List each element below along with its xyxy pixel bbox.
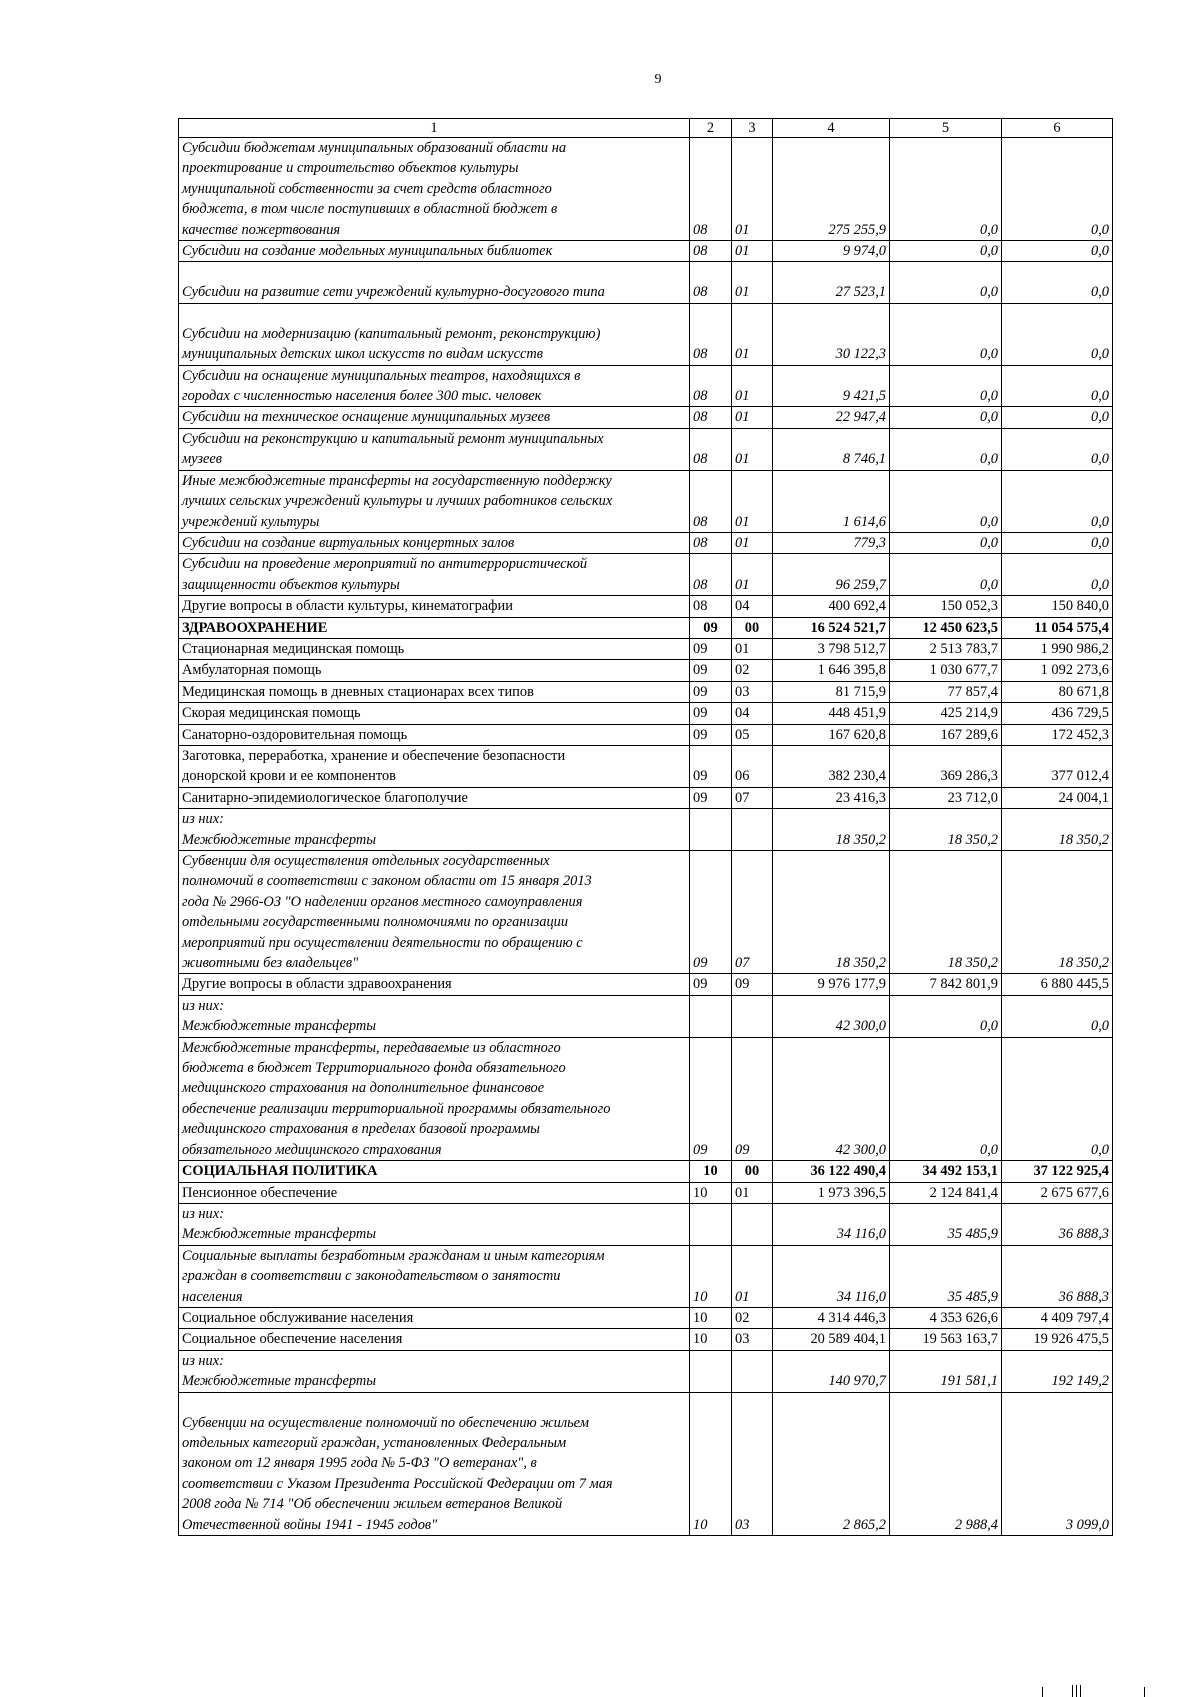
row-section-code: 08 — [690, 407, 732, 428]
row-subsection-code: 09 — [732, 974, 773, 995]
row-section-code: 08 — [690, 554, 732, 596]
table-row — [179, 703, 1113, 724]
row-value-col6: 80 671,8 — [1002, 681, 1113, 702]
row-name: СОЦИАЛЬНАЯ ПОЛИТИКА — [179, 1161, 690, 1182]
row-name: Другие вопросы в области здравоохранения — [179, 974, 690, 995]
header-col-1: 1 — [179, 119, 690, 138]
row-value-col4: 3 798 512,7 — [773, 638, 890, 659]
row-subsection-code: 04 — [732, 596, 773, 617]
row-subsection-code: 02 — [732, 660, 773, 681]
row-value-col6: 0,0 — [1002, 407, 1113, 428]
row-section-code: 08 — [690, 138, 732, 241]
row-value-col5: 18 350,2 — [890, 851, 1002, 974]
table-row — [179, 1245, 1113, 1307]
row-value-col5: 2 513 783,7 — [890, 638, 1002, 659]
row-value-col4: 34 116,0 — [773, 1245, 890, 1307]
row-value-col6: 18 350,2 — [1002, 851, 1113, 974]
row-section-code — [690, 1203, 732, 1245]
row-value-col4: 30 122,3 — [773, 303, 890, 365]
table-row — [179, 681, 1113, 702]
row-value-col5: 0,0 — [890, 241, 1002, 262]
row-subsection-code: 00 — [732, 617, 773, 638]
page-number: 9 — [654, 72, 662, 87]
row-value-col6: 377 012,4 — [1002, 745, 1113, 787]
row-name: Субсидии на техническое оснащение муниципальных музеев — [179, 407, 690, 428]
row-section-code: 08 — [690, 241, 732, 262]
row-value-col6: 0,0 — [1002, 303, 1113, 365]
row-value-col5: 0,0 — [890, 428, 1002, 470]
header-col-4: 4 — [773, 119, 890, 138]
row-section-code: 08 — [690, 470, 732, 532]
row-value-col6: 150 840,0 — [1002, 596, 1113, 617]
row-subsection-code: 03 — [732, 1329, 773, 1350]
row-section-code: 09 — [690, 617, 732, 638]
row-value-col5: 425 214,9 — [890, 703, 1002, 724]
row-section-code: 08 — [690, 365, 732, 407]
row-name: Субсидии на развитие сети учреждений культурно-досугового типа — [179, 262, 690, 303]
row-name: ЗДРАВООХРАНЕНИЕ — [179, 617, 690, 638]
row-value-col6: 0,0 — [1002, 365, 1113, 407]
row-value-col6: 11 054 575,4 — [1002, 617, 1113, 638]
row-value-col5: 77 857,4 — [890, 681, 1002, 702]
row-section-code: 08 — [690, 428, 732, 470]
row-subsection-code: 00 — [732, 1161, 773, 1182]
table-row — [179, 617, 1113, 638]
row-value-col6: 0,0 — [1002, 241, 1113, 262]
row-section-code: 09 — [690, 851, 732, 974]
table-row — [179, 638, 1113, 659]
table-row — [179, 532, 1113, 553]
row-name: Субсидии на модернизацию (капитальный ремонт, реконструкцию) муниципальных детских школ искусств по видам искусств — [179, 303, 690, 365]
row-value-col4: 400 692,4 — [773, 596, 890, 617]
row-value-col6: 0,0 — [1002, 138, 1113, 241]
row-value-col6: 6 880 445,5 — [1002, 974, 1113, 995]
row-subsection-code: 02 — [732, 1307, 773, 1328]
row-value-col5: 18 350,2 — [890, 809, 1002, 851]
row-section-code: 09 — [690, 703, 732, 724]
row-value-col5: 0,0 — [890, 554, 1002, 596]
table-row — [179, 596, 1113, 617]
row-value-col6: 3 099,0 — [1002, 1392, 1113, 1535]
row-name: Пенсионное обеспечение — [179, 1182, 690, 1203]
row-value-col5: 167 289,6 — [890, 724, 1002, 745]
row-value-col5: 23 712,0 — [890, 787, 1002, 808]
row-subsection-code: 01 — [732, 262, 773, 303]
row-value-col4: 1 973 396,5 — [773, 1182, 890, 1203]
row-value-col4: 34 116,0 — [773, 1203, 890, 1245]
row-value-col4: 22 947,4 — [773, 407, 890, 428]
row-value-col4: 81 715,9 — [773, 681, 890, 702]
row-subsection-code: 03 — [732, 1392, 773, 1535]
row-subsection-code: 03 — [732, 681, 773, 702]
row-value-col5: 4 353 626,6 — [890, 1307, 1002, 1328]
row-value-col5: 0,0 — [890, 470, 1002, 532]
row-value-col5: 0,0 — [890, 995, 1002, 1037]
row-name: Субсидии на оснащение муниципальных театров, находящихся в городах с численностью населения более 300 тыс. человек — [179, 365, 690, 407]
row-value-col4: 1 614,6 — [773, 470, 890, 532]
row-value-col5: 7 842 801,9 — [890, 974, 1002, 995]
row-section-code: 09 — [690, 745, 732, 787]
row-name: Стационарная медицинская помощь — [179, 638, 690, 659]
row-name: из них: Межбюджетные трансферты — [179, 809, 690, 851]
row-name: Субсидии на создание модельных муниципальных библиотек — [179, 241, 690, 262]
table-row — [179, 303, 1113, 365]
table-row — [179, 1307, 1113, 1328]
row-value-col4: 779,3 — [773, 532, 890, 553]
row-value-col4: 9 421,5 — [773, 365, 890, 407]
row-section-code: 09 — [690, 787, 732, 808]
row-value-col4: 448 451,9 — [773, 703, 890, 724]
row-name: Субсидии на реконструкцию и капитальный ремонт муниципальных музеев — [179, 428, 690, 470]
row-name: Санитарно-эпидемиологическое благополучие — [179, 787, 690, 808]
row-subsection-code: 04 — [732, 703, 773, 724]
row-section-code: 10 — [690, 1329, 732, 1350]
row-name: из них: Межбюджетные трансферты — [179, 1203, 690, 1245]
header-col-3: 3 — [732, 119, 773, 138]
header-col-5: 5 — [890, 119, 1002, 138]
row-name: Межбюджетные трансферты, передаваемые из областного бюджета в бюджет Территориального фонда обязательного медицинского страхования на дополнительное финансовое обеспечение реализации территориальной программы обязательного медицинского страхования в пределах базовой программы обязательного медицинского страхования — [179, 1037, 690, 1160]
row-subsection-code: 01 — [732, 554, 773, 596]
table-row — [179, 724, 1113, 745]
row-value-col4: 18 350,2 — [773, 851, 890, 974]
row-value-col6: 0,0 — [1002, 262, 1113, 303]
row-value-col4: 23 416,3 — [773, 787, 890, 808]
row-value-col4: 9 974,0 — [773, 241, 890, 262]
row-value-col6: 19 926 475,5 — [1002, 1329, 1113, 1350]
row-name: Социальное обеспечение населения — [179, 1329, 690, 1350]
table-row — [179, 1203, 1113, 1245]
row-value-col6: 0,0 — [1002, 532, 1113, 553]
table-row — [179, 554, 1113, 596]
row-name: Заготовка, переработка, хранение и обеспечение безопасности донорской крови и ее компонентов — [179, 745, 690, 787]
row-subsection-code: 01 — [732, 407, 773, 428]
row-subsection-code: 01 — [732, 428, 773, 470]
row-section-code: 09 — [690, 724, 732, 745]
row-name: Социальные выплаты безработным гражданам и иным категориям граждан в соответствии с законодательством о занятости населения — [179, 1245, 690, 1307]
scan-edge-marks — [1032, 1681, 1182, 1697]
row-value-col6: 0,0 — [1002, 470, 1113, 532]
row-subsection-code: 05 — [732, 724, 773, 745]
row-value-col5: 1 030 677,7 — [890, 660, 1002, 681]
table-row — [179, 1350, 1113, 1392]
row-subsection-code — [732, 995, 773, 1037]
row-value-col4: 27 523,1 — [773, 262, 890, 303]
row-section-code — [690, 1350, 732, 1392]
row-name: Другие вопросы в области культуры, кинематографии — [179, 596, 690, 617]
row-name: Субвенции на осуществление полномочий по обеспечению жильем отдельных категорий граждан, установленных Федеральным законом от 12 января 1995 года № 5-ФЗ "О ветеранах", в соответствии с Указом Президента Российской Федерации от 7 мая 2008 года № 714 "Об обеспечении жильем ветеранов Великой Отечественной войны 1941 - 1945 годов" — [179, 1392, 690, 1535]
row-value-col5: 2 988,4 — [890, 1392, 1002, 1535]
row-section-code: 08 — [690, 532, 732, 553]
row-value-col4: 8 746,1 — [773, 428, 890, 470]
table-row — [179, 1161, 1113, 1182]
table-row — [179, 974, 1113, 995]
row-subsection-code: 01 — [732, 241, 773, 262]
row-section-code — [690, 995, 732, 1037]
row-subsection-code: 07 — [732, 787, 773, 808]
row-value-col5: 0,0 — [890, 303, 1002, 365]
row-name: Скорая медицинская помощь — [179, 703, 690, 724]
row-section-code: 09 — [690, 681, 732, 702]
row-value-col5: 0,0 — [890, 138, 1002, 241]
row-subsection-code: 01 — [732, 638, 773, 659]
row-value-col5: 34 492 153,1 — [890, 1161, 1002, 1182]
row-subsection-code — [732, 1203, 773, 1245]
row-value-col4: 9 976 177,9 — [773, 974, 890, 995]
table-row — [179, 428, 1113, 470]
row-value-col6: 36 888,3 — [1002, 1245, 1113, 1307]
row-value-col6: 172 452,3 — [1002, 724, 1113, 745]
row-name: из них: Межбюджетные трансферты — [179, 995, 690, 1037]
row-value-col5: 191 581,1 — [890, 1350, 1002, 1392]
row-value-col6: 0,0 — [1002, 428, 1113, 470]
row-section-code: 10 — [690, 1245, 732, 1307]
row-section-code — [690, 809, 732, 851]
table-row — [179, 809, 1113, 851]
row-name: Субсидии на создание виртуальных концертных залов — [179, 532, 690, 553]
row-value-col5: 0,0 — [890, 532, 1002, 553]
row-section-code: 08 — [690, 262, 732, 303]
row-value-col4: 4 314 446,3 — [773, 1307, 890, 1328]
row-value-col6: 24 004,1 — [1002, 787, 1113, 808]
row-section-code: 09 — [690, 638, 732, 659]
row-name: Санаторно-оздоровительная помощь — [179, 724, 690, 745]
row-name: Иные межбюджетные трансферты на государственную поддержку лучших сельских учреждений культуры и лучших работников сельских учреждений культуры — [179, 470, 690, 532]
row-value-col5: 150 052,3 — [890, 596, 1002, 617]
row-value-col5: 0,0 — [890, 407, 1002, 428]
row-section-code: 10 — [690, 1392, 732, 1535]
row-subsection-code: 01 — [732, 1182, 773, 1203]
table-row — [179, 365, 1113, 407]
row-subsection-code — [732, 1350, 773, 1392]
table-row — [179, 1392, 1113, 1535]
table-row — [179, 138, 1113, 241]
row-subsection-code: 06 — [732, 745, 773, 787]
table-row — [179, 660, 1113, 681]
header-col-2: 2 — [690, 119, 732, 138]
row-name: из них: Межбюджетные трансферты — [179, 1350, 690, 1392]
row-value-col4: 2 865,2 — [773, 1392, 890, 1535]
row-subsection-code: 01 — [732, 1245, 773, 1307]
row-value-col4: 167 620,8 — [773, 724, 890, 745]
row-value-col5: 2 124 841,4 — [890, 1182, 1002, 1203]
row-value-col6: 0,0 — [1002, 995, 1113, 1037]
table-row — [179, 851, 1113, 974]
row-value-col4: 275 255,9 — [773, 138, 890, 241]
row-value-col5: 35 485,9 — [890, 1203, 1002, 1245]
header-col-6: 6 — [1002, 119, 1113, 138]
row-value-col4: 20 589 404,1 — [773, 1329, 890, 1350]
table-row — [179, 787, 1113, 808]
table-row — [179, 407, 1113, 428]
table-row — [179, 995, 1113, 1037]
row-value-col4: 18 350,2 — [773, 809, 890, 851]
row-value-col4: 96 259,7 — [773, 554, 890, 596]
table-header-row — [179, 119, 1113, 138]
row-subsection-code: 01 — [732, 532, 773, 553]
row-value-col6: 1 092 273,6 — [1002, 660, 1113, 681]
row-value-col5: 35 485,9 — [890, 1245, 1002, 1307]
row-value-col6: 1 990 986,2 — [1002, 638, 1113, 659]
row-value-col6: 37 122 925,4 — [1002, 1161, 1113, 1182]
row-section-code: 08 — [690, 596, 732, 617]
table-row — [179, 262, 1113, 303]
row-section-code: 10 — [690, 1161, 732, 1182]
budget-table-body — [179, 119, 1113, 1536]
row-value-col6: 2 675 677,6 — [1002, 1182, 1113, 1203]
row-name: Субвенции для осуществления отдельных государственных полномочий в соответствии с законом области от 15 января 2013 года № 2966-ОЗ "О наделении органов местного самоуправления отдельными государственными полномочиями по организации мероприятий при осуществлении деятельности по обращению с животными без владельцев" — [179, 851, 690, 974]
row-section-code: 09 — [690, 660, 732, 681]
row-section-code: 10 — [690, 1182, 732, 1203]
table-row — [179, 1329, 1113, 1350]
row-value-col5: 369 286,3 — [890, 745, 1002, 787]
budget-table — [178, 118, 1113, 1536]
row-value-col5: 12 450 623,5 — [890, 617, 1002, 638]
row-value-col5: 19 563 163,7 — [890, 1329, 1002, 1350]
row-value-col6: 18 350,2 — [1002, 809, 1113, 851]
table-row — [179, 1182, 1113, 1203]
row-section-code: 08 — [690, 303, 732, 365]
row-value-col4: 382 230,4 — [773, 745, 890, 787]
table-row — [179, 470, 1113, 532]
table-row — [179, 1037, 1113, 1160]
row-section-code: 10 — [690, 1307, 732, 1328]
row-name: Социальное обслуживание населения — [179, 1307, 690, 1328]
row-subsection-code: 01 — [732, 303, 773, 365]
row-subsection-code: 09 — [732, 1037, 773, 1160]
row-section-code: 09 — [690, 974, 732, 995]
row-name: Субсидии бюджетам муниципальных образований области на проектирование и строительство объектов культуры муниципальной собственности за счет средств областного бюджета, в том числе поступивших в областной бюджет в качестве пожертвования — [179, 138, 690, 241]
row-value-col5: 0,0 — [890, 262, 1002, 303]
row-section-code: 09 — [690, 1037, 732, 1160]
row-subsection-code — [732, 809, 773, 851]
row-value-col6: 0,0 — [1002, 1037, 1113, 1160]
row-value-col6: 436 729,5 — [1002, 703, 1113, 724]
row-name: Субсидии на проведение мероприятий по антитеррористической защищенности объектов культуры — [179, 554, 690, 596]
row-value-col4: 16 524 521,7 — [773, 617, 890, 638]
row-value-col6: 36 888,3 — [1002, 1203, 1113, 1245]
row-value-col4: 36 122 490,4 — [773, 1161, 890, 1182]
row-subsection-code: 01 — [732, 365, 773, 407]
row-name: Амбулаторная помощь — [179, 660, 690, 681]
row-subsection-code: 01 — [732, 470, 773, 532]
table-row — [179, 241, 1113, 262]
row-value-col4: 140 970,7 — [773, 1350, 890, 1392]
row-value-col6: 4 409 797,4 — [1002, 1307, 1113, 1328]
row-subsection-code: 07 — [732, 851, 773, 974]
row-name: Медицинская помощь в дневных стационарах всех типов — [179, 681, 690, 702]
row-subsection-code: 01 — [732, 138, 773, 241]
row-value-col6: 0,0 — [1002, 554, 1113, 596]
row-value-col4: 42 300,0 — [773, 995, 890, 1037]
row-value-col4: 42 300,0 — [773, 1037, 890, 1160]
row-value-col5: 0,0 — [890, 1037, 1002, 1160]
table-row — [179, 745, 1113, 787]
row-value-col6: 192 149,2 — [1002, 1350, 1113, 1392]
row-value-col5: 0,0 — [890, 365, 1002, 407]
row-value-col4: 1 646 395,8 — [773, 660, 890, 681]
